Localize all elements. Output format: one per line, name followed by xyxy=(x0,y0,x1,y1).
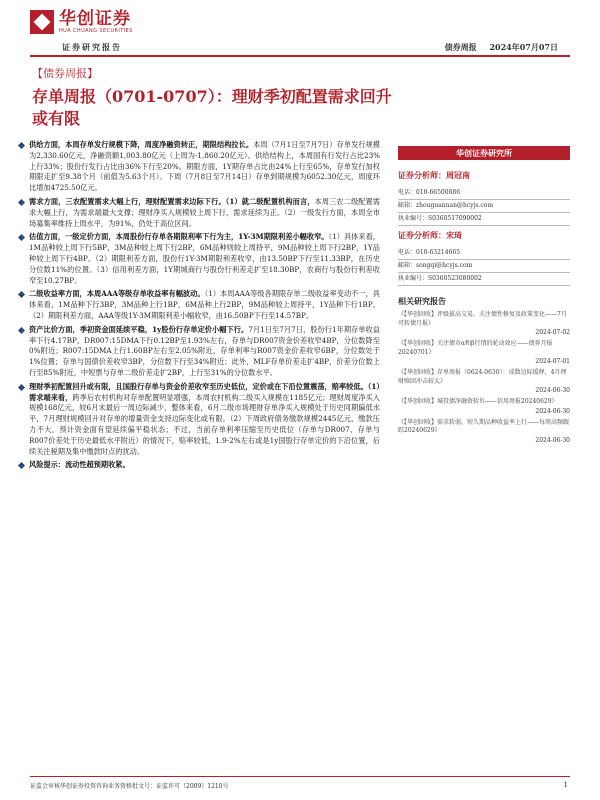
bullet-diamond-icon xyxy=(18,384,25,391)
bullet-diamond-icon xyxy=(18,462,25,469)
related-report-link[interactable]: 《【华创固收】城投债净融资转负——信用周报20240629》 xyxy=(398,398,558,405)
analyst-email[interactable]: 邮箱：songqi@hcyjs.com xyxy=(398,260,570,273)
report-title: 存单周报（0701-0707）：理财季初配置需求回升或有限 xyxy=(32,87,392,128)
report-type: 债券周报 xyxy=(444,42,477,52)
related-report-link[interactable]: 《【华创固收】存单周报（0624-0630）：成数边际缓释，4月理财赎回冲击较大》 xyxy=(398,369,567,385)
page-number: 1 xyxy=(563,781,568,789)
bullet-body: 本周三农二级配置需求大幅上行，为需求端最大支撑；理财净买入规模较上周下行，需求延续为正。（2）一级发行方面，本周全市场募集率维持上周水平，为91%，仍处于高位区间。 xyxy=(29,196,380,228)
footer-divider xyxy=(30,776,570,777)
footer-disclaimer: 证监会审核华创证券投资咨询业务资格批文号：证监许可（2009）1210号 xyxy=(30,783,229,790)
analyst-name: 证券分析师：宋琦 xyxy=(398,230,462,240)
bullet-diamond-icon xyxy=(18,199,25,206)
bullet-lead: 理财季初配置回升或有限，且国股行存单与资金价差收窄至历史低位，定价或在下沿位置震荡，赔率较低。（1）需求端来看， xyxy=(29,381,380,402)
bullet-lead: 供给方面，本周存单发行规模下降，周度净融资转正，期限结构拉长。 xyxy=(29,140,254,149)
bullet-body: （1）本周AAA等级各期限存单二级收益率变动不一，具体来看，1M品种下行3BP，3M品种上行1BP，6M品种上行2BP，9M品种较上周持平，1Y品种下行1BP。（2）期限利差方面，AAA等级1Y-3M期限利差小幅收窄，由16.50BP下行至14.57BP。 xyxy=(29,289,380,320)
bullet-lead: 资产比价方面，季初资金面延续平稳，1y股份行存单定价小幅下行。 xyxy=(29,324,249,334)
related-reports xyxy=(398,296,570,448)
bullet-lead: 二级收益率方面，本周AAA等级存单收益率有幅波动。 xyxy=(29,289,205,299)
report-category: 证券研究报告 xyxy=(62,42,122,52)
analyst-phone: 电话：010-66500886 xyxy=(398,187,570,200)
bullet-body: 流动性超预期收紧。 xyxy=(64,460,130,470)
analyst-email[interactable]: 邮箱：zhouguannan@hcyjs.com xyxy=(398,200,570,213)
bullet-lead: 估值方面，一级定价方面，本周股份行存单各期限利率下行为主，1Y-3M期限利差小幅收窄。 xyxy=(29,232,329,242)
bullet-body: 7月1日至7月7日，股份行1年期存单收益率下行4.17BP，DR007:15DMA下行0.12BP至1.93%左右，存单与DR007资金价差收窄4BP，分位数降至0%附近；R007:15DMA上行1.60BP左右至2.05%附近，存单利率与R007资金价差收窄6BP，分位数处于1%位置；存单与国债价差收窄3BP，分位数下行至34%附近；此外，MLF存单价差走扩4BP，价差分位数上行至85%附近，中短票与存单二级价差走扩2BP，上行至31%的分位数水平。 xyxy=(29,324,380,377)
summary-bullet-valuation xyxy=(18,232,380,286)
analyst-name: 证券分析师：周冠南 xyxy=(398,170,470,180)
report-tag: 【债券周报】 xyxy=(32,67,98,80)
related-report-date: 2024-06-30 xyxy=(535,387,570,394)
bullet-diamond-icon xyxy=(18,327,25,334)
logo-mark-icon xyxy=(30,10,54,34)
summary-bullet-supply xyxy=(18,140,380,194)
bullet-diamond-icon xyxy=(18,234,25,241)
analyst-card xyxy=(398,230,570,286)
bullet-lead: 需求方面，三农配置需求大幅上行，理财配置需求边际下行。（1）就二级配置机构而言， xyxy=(29,196,315,206)
related-report-date: 2024-07-02 xyxy=(535,329,570,336)
report-date: 2024年07月07日 xyxy=(489,42,558,52)
brand-logo xyxy=(30,10,133,34)
summary-bullet-secondary-yield xyxy=(18,289,380,321)
institute-header: 华创证券研究所 xyxy=(398,146,570,160)
related-report-link[interactable]: 《【华创固收】需求转弱，短久期品种收益率上行——每周高频跟踪20240629》 xyxy=(398,418,570,434)
related-reports-title: 相关研究报告 xyxy=(398,296,446,306)
summary-bullet-risk xyxy=(18,460,380,471)
related-report-date: 2024-06-30 xyxy=(535,436,570,444)
bullet-body: （1）具体来看，1M品种较上周下行5BP，3M品种较上周下行2BP，6M品种则较上周持平，9M品种较上周下行2BP，1Y品种较上周下行4BP。（2）期限利差方面，股份行1Y-3M期限利差收窄，由13.50BP下行至11.33BP，在历史分位数11%的位置。（3）信用利差方面，1Y期城商行与股份行利差走扩至18.30BP，农商行与股份行利差收窄至10.27BP。 xyxy=(29,232,380,285)
brand-name-en: HUA CHUANG SECURITIES xyxy=(59,28,133,34)
bullet-diamond-icon xyxy=(18,291,25,298)
summary-bullet-relative-value xyxy=(18,325,380,379)
bullet-diamond-icon xyxy=(18,142,25,149)
analyst-card xyxy=(398,170,570,226)
bullet-body: 跨季后农村机构对存单配置明显增强，本周农村机构二级买入规模在1185亿元；理财周度净买入规模168亿元，较6月末最后一周边际减少，整体来看，6月二级市场理财存单净买入规模处于历史同期偏低水平，7月理财规模回升对存单的增量资金支持边际变化或有限。（2）下周政府债务缴款规模2445亿元，缴款压力不大，预计资金面有望延续偏平稳状态；不过，当前存单利率压缩至历史低位（存单与DR007、存单与R007价差处于历史最低水平附近）的情况下，赔率较低，1.9-2%左右或是1y国股行存单定价的下沿位置，后续关注税期及集中缴款时点的扰动。 xyxy=(29,392,380,456)
related-report-date: 2024-07-01 xyxy=(535,358,570,365)
report-meta xyxy=(435,42,558,53)
related-report-link[interactable]: 《【华创固收】关注债市α和β行情的轮动效应——债券月报20240701》 xyxy=(398,340,553,356)
summary-bullet-demand xyxy=(18,197,380,229)
bullet-lead: 风险提示： xyxy=(29,460,65,470)
analyst-phone: 电话：010-63214665 xyxy=(398,247,570,260)
bullet-body: 本周（7月1日至7月7日）存单发行规模为2,330.60亿元，净融资额1,003.80亿元（上周为-1,860.20亿元）。供给结构上，本周国有行发行占比23%上行33%；股份行发行占比由36%下行至20%。期限方面，1Y期存单占比由24%上行至65%，存单发行加权期限走扩至9.38个月（前值为5.63个月）。下周（7月8日至7月14日）存单到期规模为6052.30亿元，周度环比增加4725.50亿元。 xyxy=(29,140,380,193)
summary-bullet-outlook xyxy=(18,382,380,458)
related-report-link[interactable]: 《【华创固收】评级拔高交易，关注债性修复及政策变化——7月可转债月报》 xyxy=(398,311,567,327)
analyst-license: 执业编号：S0360523080002 xyxy=(398,273,570,286)
brand-name-cn: 华创证券 xyxy=(59,9,131,29)
summary-section xyxy=(18,140,380,474)
analyst-license: 执业编号：S0360517090002 xyxy=(398,213,570,226)
related-report-date: 2024-06-30 xyxy=(535,407,570,415)
header-divider xyxy=(30,55,570,57)
